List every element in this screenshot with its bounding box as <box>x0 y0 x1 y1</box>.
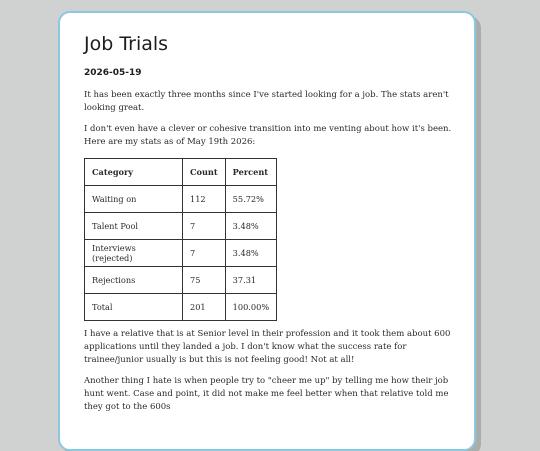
table-header-row <box>85 159 277 186</box>
cell-category: Waiting on <box>85 186 183 213</box>
stats-table <box>84 158 277 321</box>
header-category: Category <box>85 159 183 186</box>
cell-percent: 3.48% <box>225 240 276 267</box>
table-row <box>85 240 277 267</box>
cell-count: 7 <box>183 213 226 240</box>
table-row <box>85 186 277 213</box>
post-date: 2026-05-19 <box>84 68 142 78</box>
post-content <box>84 33 456 414</box>
table-row <box>85 213 277 240</box>
header-count: Count <box>183 159 226 186</box>
header-percent: Percent <box>225 159 276 186</box>
page-title: Job Trials <box>84 33 169 55</box>
cell-category: Interviews (rejected) <box>85 240 183 267</box>
cell-category: Rejections <box>85 267 183 294</box>
cell-percent: 3.48% <box>225 213 276 240</box>
table-row-total <box>85 294 277 321</box>
paragraph-cheer-up: Another thing I hate is when people try to "cheer me up" by telling me how their job hunt went. Case and point, it did not make me feel better when that relative told me they got to the 600s <box>84 376 449 412</box>
cell-percent: 37.31 <box>225 267 276 294</box>
paragraph-stats-intro: I don't even have a clever or cohesive transition into me venting about how it's been. Here are my stats as of May 19th 2026: <box>84 124 452 147</box>
table-row <box>85 267 277 294</box>
cell-count: 75 <box>183 267 226 294</box>
cell-percent: 100.00% <box>225 294 276 321</box>
cell-category: Total <box>85 294 183 321</box>
paragraph-intro: It has been exactly three months since I've started looking for a job. The stats aren't looking great. <box>84 90 449 113</box>
paragraph-relative: I have a relative that is at Senior level in their profession and it took them about 600 applications until they landed a job. I don't know what the success rate for trainee/junior usually is but this is not feeling good! Not at all! <box>84 329 451 365</box>
post-card <box>58 11 476 451</box>
cell-count: 112 <box>183 186 226 213</box>
cell-category: Talent Pool <box>85 213 183 240</box>
cell-percent: 55.72% <box>225 186 276 213</box>
cell-count: 7 <box>183 240 226 267</box>
cell-count: 201 <box>183 294 226 321</box>
